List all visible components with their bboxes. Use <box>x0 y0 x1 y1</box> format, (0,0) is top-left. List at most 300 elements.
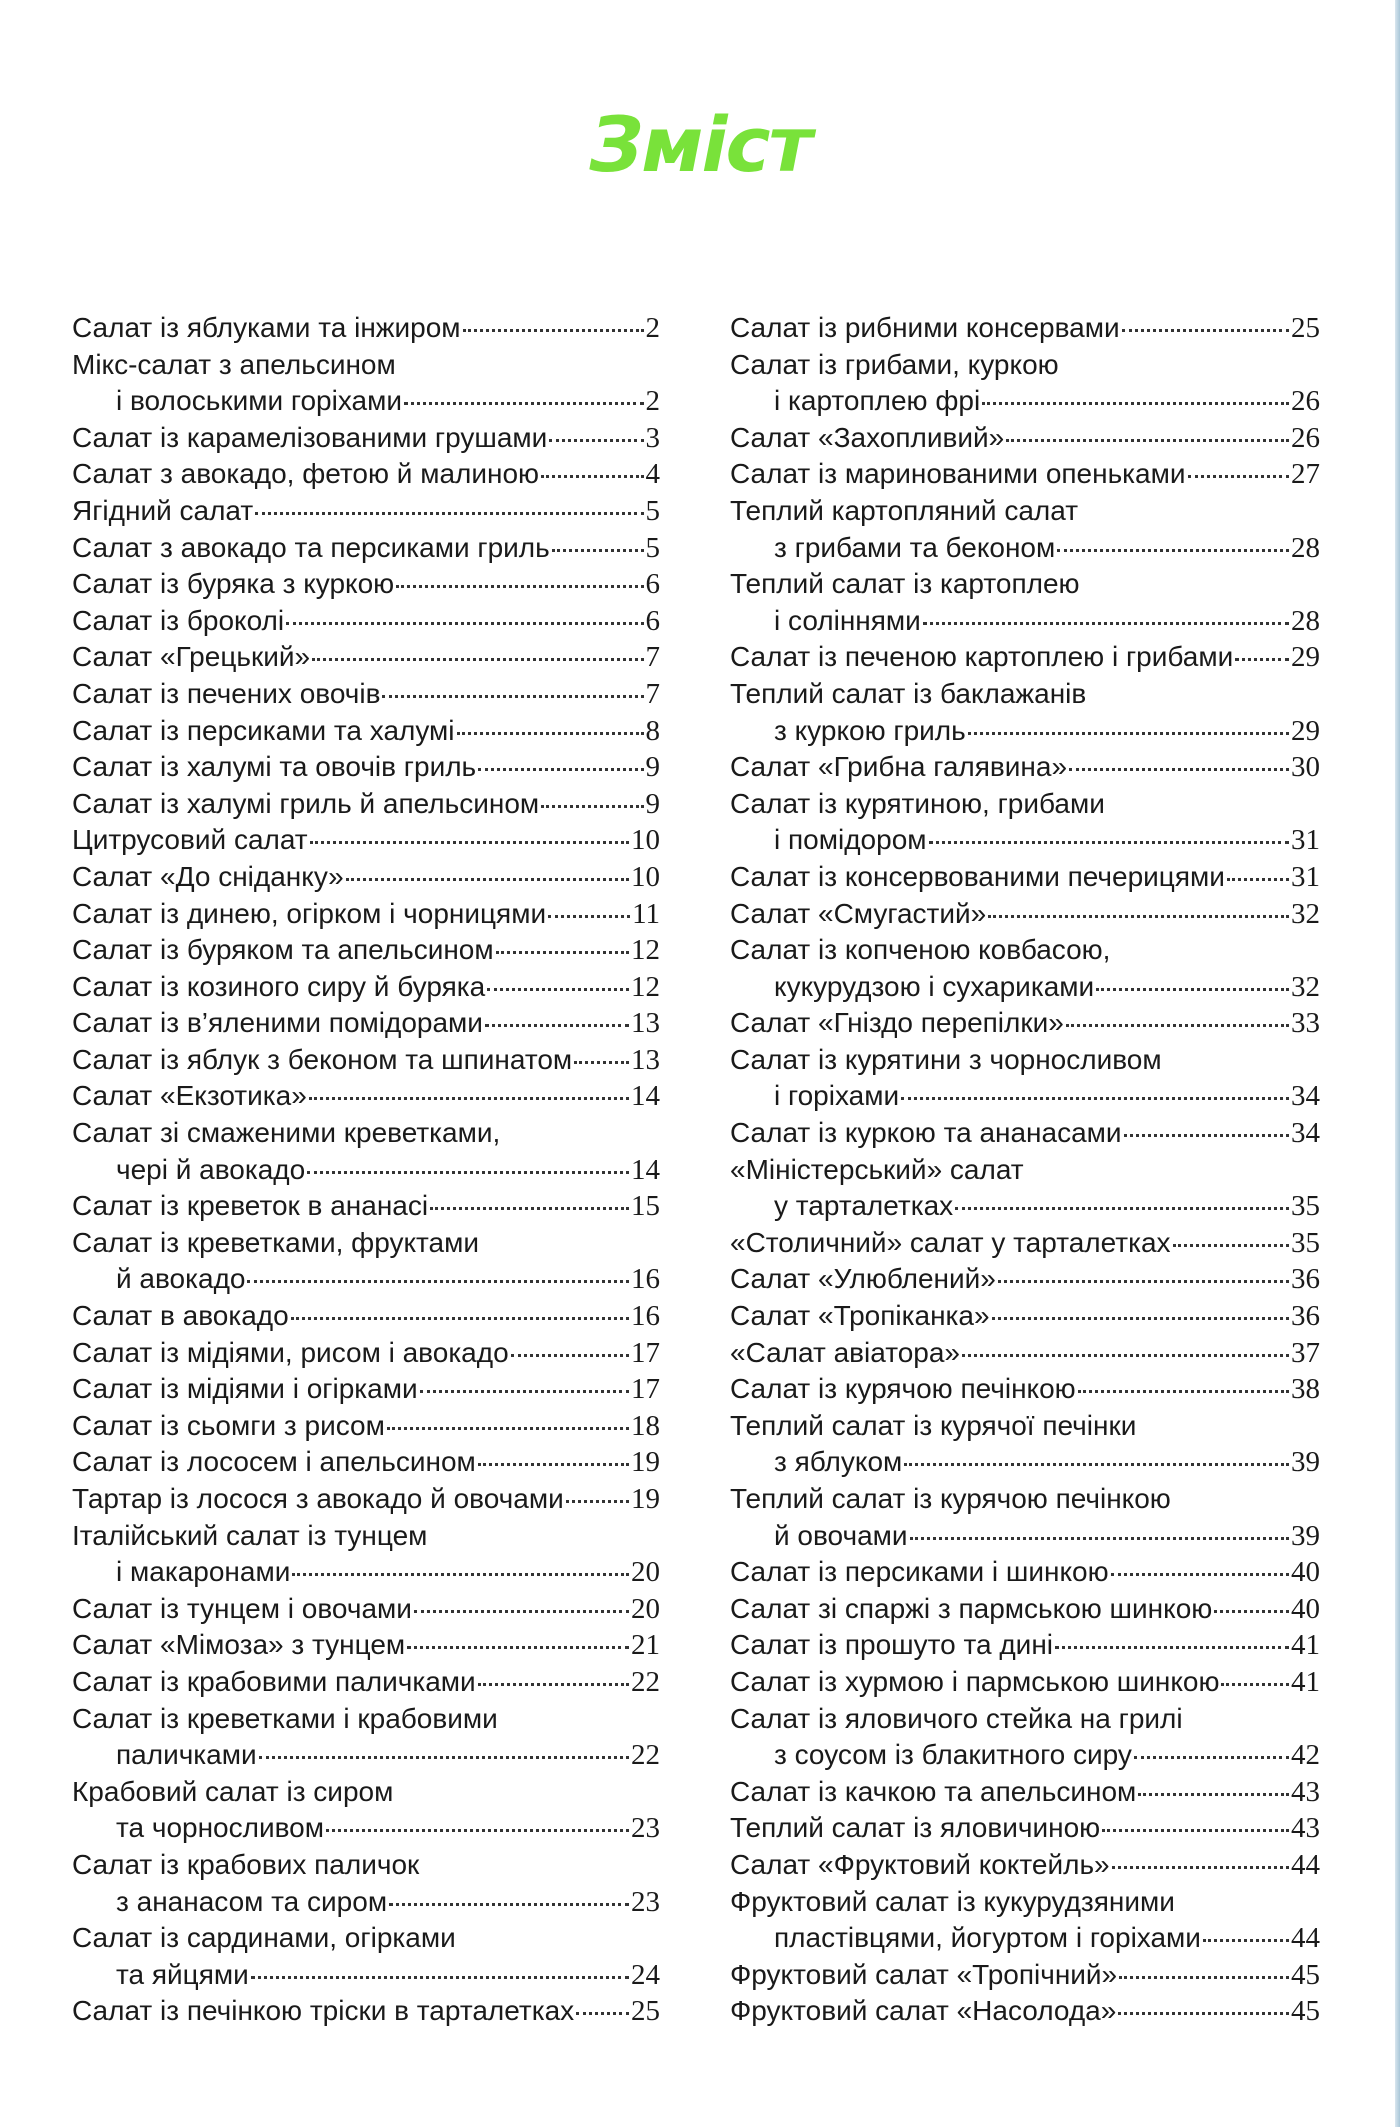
toc-dot-leader <box>485 1024 629 1027</box>
toc-entry-title: кукурудзою і сухариками <box>774 970 1095 1002</box>
toc-entry-title: Ягідний салат <box>72 494 254 526</box>
toc-entry[interactable] <box>730 1005 1320 1042</box>
toc-entry-title: Італійський салат із тунцем <box>72 1519 428 1551</box>
toc-dot-leader <box>955 1207 1289 1210</box>
toc-page-number: 16 <box>631 1263 660 1296</box>
toc-dot-leader <box>292 1573 629 1576</box>
toc-entry[interactable] <box>730 456 1320 493</box>
toc-entry-title: Цитрусовий салат <box>72 824 308 856</box>
toc-entry-title: з ананасом та сиром <box>116 1885 388 1917</box>
toc-dot-leader <box>1134 1756 1289 1759</box>
toc-entry-title: Салат «Смугастий» <box>730 897 987 929</box>
toc-entry-title: і картоплею фрі <box>774 385 981 417</box>
toc-entry[interactable] <box>730 1993 1320 2030</box>
toc-entry-title: Салат із печінкою тріски в тарталетках <box>72 1995 575 2027</box>
toc-dot-leader <box>511 1354 629 1357</box>
toc-page-number: 41 <box>1291 1629 1320 1662</box>
toc-page-number: 31 <box>1291 824 1320 857</box>
toc-entry[interactable] <box>72 1225 660 1298</box>
toc-dot-leader <box>1069 768 1289 771</box>
toc-dot-leader <box>901 1097 1289 1100</box>
toc-entry[interactable] <box>730 1591 1320 1628</box>
toc-page-number: 11 <box>632 897 660 930</box>
toc-page-number: 5 <box>645 494 660 527</box>
toc-dot-leader <box>962 1354 1289 1357</box>
toc-entry[interactable] <box>72 1774 660 1847</box>
toc-page-number: 9 <box>645 787 660 820</box>
toc-entry[interactable] <box>730 1957 1320 1994</box>
toc-dot-leader <box>988 915 1289 918</box>
toc-entry[interactable] <box>730 566 1320 639</box>
toc-page-number: 27 <box>1291 458 1320 491</box>
toc-dot-leader <box>1173 1244 1289 1247</box>
toc-entry-title: «Столичний» салат у тарталетках <box>730 1226 1171 1258</box>
toc-entry-title: Салат із хурмою і пармською шинкою <box>730 1665 1220 1697</box>
toc-entry-title: Салат із креветками, фруктами <box>72 1226 479 1258</box>
toc-entry[interactable] <box>72 1408 660 1445</box>
toc-entry-title: Салат «До сніданку» <box>72 860 344 892</box>
toc-entry-title: Салат із мідіями, рисом і авокадо <box>72 1336 509 1368</box>
toc-entry[interactable] <box>730 1664 1320 1701</box>
toc-entry-title: Теплий салат із баклажанів <box>730 677 1087 709</box>
toc-entry[interactable] <box>730 1115 1320 1152</box>
toc-dot-leader <box>286 622 643 625</box>
toc-dot-leader <box>1066 1024 1289 1027</box>
toc-dot-leader <box>923 622 1289 625</box>
toc-entry-title: Салат «Захопливий» <box>730 421 1005 453</box>
toc-entry-title: Салат із курячою печінкою <box>730 1373 1076 1405</box>
toc-page-number: 44 <box>1291 1922 1320 1955</box>
toc-entry-title: і волоськими горіхами <box>116 385 403 417</box>
toc-dot-leader <box>326 1829 629 1832</box>
toc-page-number: 37 <box>1291 1336 1320 1369</box>
toc-entry-title: Салат із грибами, куркою <box>730 348 1059 380</box>
toc-page-number: 22 <box>631 1739 660 1772</box>
toc-dot-leader <box>396 585 643 588</box>
toc-entry[interactable] <box>730 749 1320 786</box>
toc-entry[interactable] <box>730 1261 1320 1298</box>
toc-entry[interactable] <box>730 310 1320 347</box>
toc-page-number: 20 <box>631 1592 660 1625</box>
toc-dot-leader <box>1124 1134 1289 1137</box>
page-edge <box>1395 0 1400 2127</box>
toc-dot-leader <box>1119 1976 1289 1979</box>
toc-entry-title: Теплий салат із курячої печінки <box>730 1409 1137 1441</box>
toc-page-number: 25 <box>631 1995 660 2028</box>
toc-entry-title: паличками <box>116 1739 257 1771</box>
toc-dot-leader <box>1118 2012 1289 2015</box>
toc-page-number: 7 <box>645 641 660 674</box>
toc-page-number: 35 <box>1291 1190 1320 1223</box>
toc-dot-leader <box>247 1280 629 1283</box>
toc-entry-title: Салат із креветок в ананасі <box>72 1190 429 1222</box>
toc-dot-leader <box>549 439 643 442</box>
toc-entry-title: Салат із в’яленими помідорами <box>72 1007 483 1039</box>
toc-page-number: 43 <box>1291 1775 1320 1808</box>
toc-dot-leader <box>420 1390 629 1393</box>
toc-entry[interactable] <box>72 932 660 969</box>
toc-entry-title: Салат із динею, огірком і чорницями <box>72 897 547 929</box>
toc-entry-title: Салат «Мімоза» з тунцем <box>72 1629 406 1661</box>
toc-dot-leader <box>1006 439 1289 442</box>
toc-dot-leader <box>259 1756 629 1759</box>
toc-page-number: 8 <box>645 714 660 747</box>
toc-entry[interactable] <box>72 1444 660 1481</box>
toc-entry[interactable] <box>72 1115 660 1188</box>
toc-dot-leader <box>968 732 1289 735</box>
toc-entry[interactable] <box>730 639 1320 676</box>
toc-entry-title: Мікс-салат з апельсином <box>72 348 396 380</box>
toc-entry-title: Салат із куркою та ананасами <box>730 1117 1122 1149</box>
toc-entry-title: Салат в авокадо <box>72 1300 289 1332</box>
toc-entry[interactable] <box>730 1152 1320 1225</box>
toc-dot-leader <box>576 2012 629 2015</box>
toc-entry[interactable] <box>72 786 660 823</box>
toc-entry-title: та чорносливом <box>116 1812 324 1844</box>
toc-entry-title: і горіхами <box>774 1080 900 1112</box>
toc-entry[interactable] <box>730 932 1320 1005</box>
toc-entry-title: Салат із качкою та апельсином <box>730 1775 1137 1807</box>
toc-entry[interactable] <box>72 1335 660 1372</box>
toc-entry[interactable] <box>730 1884 1320 1957</box>
toc-dot-leader <box>430 1207 629 1210</box>
toc-page-number: 23 <box>631 1885 660 1918</box>
toc-entry[interactable] <box>730 1701 1320 1774</box>
toc-entry-title: Салат із курятиною, грибами <box>730 787 1105 819</box>
toc-dot-leader <box>1122 329 1289 332</box>
toc-dot-leader <box>310 841 629 844</box>
toc-entry-title: у тарталетках <box>774 1190 954 1222</box>
toc-dot-leader <box>1188 475 1289 478</box>
toc-entry-title: Салат із буряком та апельсином <box>72 934 494 966</box>
toc-page-number: 28 <box>1291 604 1320 637</box>
toc-page-number: 29 <box>1291 714 1320 747</box>
toc-entry-title: з куркою гриль <box>774 714 966 746</box>
toc-entry[interactable] <box>72 1701 660 1774</box>
toc-entry[interactable] <box>72 1847 660 1920</box>
toc-entry-title: Салат із яблуками та інжиром <box>72 312 461 343</box>
toc-entry-title: Салат із халумі та овочів гриль <box>72 751 477 783</box>
toc-entry-title: Теплий салат із яловичиною <box>730 1812 1101 1844</box>
toc-entry[interactable] <box>730 786 1320 859</box>
toc-page-number: 4 <box>645 458 660 491</box>
toc-entry-title: Салат із персиками і шинкою <box>730 1556 1109 1588</box>
toc-entry-title: «Салат авіатора» <box>730 1336 961 1368</box>
toc-entry[interactable] <box>72 676 660 713</box>
toc-dot-leader <box>387 1427 629 1430</box>
toc-entry[interactable] <box>72 749 660 786</box>
toc-entry-title: Салат із яблук з беконом та шпинатом <box>72 1043 573 1075</box>
toc-entry-title: Салат із тунцем і овочами <box>72 1592 412 1624</box>
toc-page-number: 2 <box>645 385 660 418</box>
toc-page-number: 19 <box>631 1483 660 1515</box>
toc-entry-title: з соусом із блакитного сиру <box>774 1739 1132 1771</box>
toc-entry-title: чері й авокадо <box>116 1153 306 1185</box>
toc-entry-title: Салат із прошуто та дині <box>730 1629 1053 1661</box>
toc-entry-title: Крабовий салат із сиром <box>72 1775 394 1807</box>
toc-page-number: 38 <box>1291 1373 1320 1406</box>
toc-page-number: 34 <box>1291 1080 1320 1113</box>
toc-entry-title: Салат із яловичого стейка на грилі <box>730 1702 1183 1734</box>
toc-dot-leader <box>309 1097 629 1100</box>
toc-entry-title: Салат із крабових паличок <box>72 1848 420 1880</box>
toc-page-number: 14 <box>631 1153 660 1186</box>
toc-entry-title: Салат із персиками та халумі <box>72 714 455 746</box>
toc-page-number: 22 <box>631 1665 660 1698</box>
toc-entry-title: Салат зі спаржі з пармською шинкою <box>730 1592 1213 1624</box>
toc-entry[interactable] <box>72 859 660 896</box>
toc-entry[interactable] <box>72 1481 660 1518</box>
toc-page-number: 36 <box>1291 1263 1320 1296</box>
toc-dot-leader <box>1214 1610 1289 1613</box>
toc-page-number: 6 <box>645 604 660 637</box>
toc-entry-title: Салат із копченою ковбасою, <box>730 934 1111 966</box>
toc-dot-leader <box>1235 658 1289 661</box>
toc-dot-leader <box>1102 1829 1289 1832</box>
toc-page-number: 42 <box>1291 1739 1320 1772</box>
toc-entry[interactable] <box>730 1408 1320 1481</box>
toc-entry[interactable] <box>730 1481 1320 1554</box>
toc-entry-title: і помідором <box>774 824 927 856</box>
toc-entry[interactable] <box>72 1298 660 1335</box>
toc-dot-leader <box>998 1280 1289 1283</box>
toc-entry[interactable] <box>72 310 660 347</box>
toc-entry[interactable] <box>730 676 1320 749</box>
toc-entry-title: Салат із сардинами, огірками <box>72 1922 456 1954</box>
toc-entry-title: Салат «Екзотика» <box>72 1080 307 1112</box>
toc-page-number: 40 <box>1291 1556 1320 1589</box>
toc-page-number: 7 <box>645 677 660 710</box>
toc-page-number: 6 <box>645 568 660 601</box>
toc-entry[interactable] <box>72 566 660 603</box>
toc-entry[interactable] <box>730 1554 1320 1591</box>
toc-dot-leader <box>457 732 644 735</box>
toc-page-number: 39 <box>1291 1519 1320 1552</box>
toc-page-number: 43 <box>1291 1812 1320 1845</box>
toc-entry[interactable] <box>72 1591 660 1628</box>
toc-entry[interactable] <box>730 1774 1320 1811</box>
toc-entry-title: Салат «Фруктовий коктейль» <box>730 1848 1110 1880</box>
toc-page-number: 14 <box>631 1080 660 1113</box>
toc-page-number: 13 <box>631 1043 660 1076</box>
toc-dot-leader <box>1078 1390 1289 1393</box>
toc-page-number: 29 <box>1291 641 1320 674</box>
toc-page-number: 20 <box>631 1556 660 1589</box>
toc-page-number: 28 <box>1291 531 1320 564</box>
page-title: Зміст <box>589 100 811 189</box>
toc-page-number: 41 <box>1291 1665 1320 1698</box>
toc-entry-title: Фруктовий салат із кукурудзяними <box>730 1885 1175 1917</box>
toc-entry[interactable] <box>72 603 660 640</box>
toc-entry-title: Салат із броколі <box>72 604 285 636</box>
toc-dot-leader <box>382 695 643 698</box>
toc-entry[interactable] <box>72 1078 660 1115</box>
toc-dot-leader <box>407 1646 629 1649</box>
toc-page-number: 36 <box>1291 1300 1320 1333</box>
toc-entry[interactable] <box>730 347 1320 420</box>
toc-entry[interactable] <box>72 420 660 457</box>
toc-entry-title: Теплий салат із курячою печінкою <box>730 1483 1171 1514</box>
toc-entry-title: Салат із маринованими опеньками <box>730 458 1186 490</box>
toc-entry-title: Салат «Грибна галявина» <box>730 751 1068 783</box>
toc-dot-leader <box>541 805 643 808</box>
toc-entry[interactable] <box>730 420 1320 457</box>
toc-entry-title: з яблуком <box>774 1446 903 1478</box>
toc-dot-leader <box>541 475 643 478</box>
toc-entry-title: Салат із печеною картоплею і грибами <box>730 641 1234 673</box>
toc-entry-title: пластівцями, йогуртом і горіхами <box>774 1922 1201 1954</box>
toc-entry-title: Салат із сьомги з рисом <box>72 1409 385 1441</box>
toc-entry[interactable] <box>72 969 660 1006</box>
toc-entry[interactable] <box>72 1518 660 1591</box>
toc-page-number: 15 <box>631 1190 660 1223</box>
toc-entry-title: Салат із консервованими печерицями <box>730 860 1225 892</box>
toc-entry-title: Салат із крабовими паличками <box>72 1665 476 1697</box>
toc-dot-leader <box>1112 1866 1289 1869</box>
toc-entry-title: Салат із халумі гриль й апельсином <box>72 787 540 819</box>
toc-page-number: 32 <box>1291 970 1320 1003</box>
toc-page-number: 23 <box>631 1812 660 1845</box>
toc-page-number: 19 <box>631 1446 660 1479</box>
toc-entry-title: Салат «Гніздо перепілки» <box>730 1007 1064 1039</box>
toc-dot-leader <box>251 1976 629 1979</box>
toc-entry-title: Салат із курятини з чорносливом <box>730 1043 1162 1075</box>
toc-dot-leader <box>1055 1646 1289 1649</box>
toc-entry[interactable] <box>730 1371 1320 1408</box>
toc-entry-title: Теплий картопляний салат <box>730 494 1079 526</box>
toc-dot-leader <box>552 549 644 552</box>
toc-dot-leader <box>463 329 644 332</box>
toc-dot-leader <box>1096 988 1289 991</box>
toc-entry-title: Салат із лососем і апельсином <box>72 1446 476 1478</box>
toc-page-number: 10 <box>631 824 660 857</box>
toc-page-number: 13 <box>631 1007 660 1040</box>
toc-entry-title: з грибами та беконом <box>774 531 1056 563</box>
toc-page-number: 16 <box>631 1300 660 1333</box>
toc-entry-title: та яйцями <box>116 1958 249 1990</box>
toc-entry[interactable] <box>72 1188 660 1225</box>
toc-entry-title: Салат з авокадо, фетою й малиною <box>72 458 540 490</box>
toc-entry[interactable] <box>72 456 660 493</box>
toc-entry[interactable] <box>72 1005 660 1042</box>
toc-page-number: 10 <box>631 860 660 893</box>
toc-entry-title: Салат із печених овочів <box>72 677 381 709</box>
toc-page-number: 24 <box>631 1958 660 1991</box>
toc-dot-leader <box>566 1500 629 1503</box>
toc-page-number: 35 <box>1291 1226 1320 1259</box>
toc-dot-leader <box>307 1171 629 1174</box>
toc-entry[interactable] <box>72 713 660 750</box>
toc-dot-leader <box>1221 1683 1289 1686</box>
toc-dot-leader <box>496 951 629 954</box>
toc-entry[interactable] <box>730 1847 1320 1884</box>
toc-entry[interactable] <box>72 639 660 676</box>
toc-entry-title: Фруктовий салат «Насолода» <box>730 1995 1117 2027</box>
toc-entry-title: Фруктовий салат «Тропічний» <box>730 1958 1118 1990</box>
toc-page-number: 2 <box>645 312 660 344</box>
toc-dot-leader <box>291 1317 629 1320</box>
toc-page-number: 12 <box>631 970 660 1003</box>
toc-dot-leader <box>904 1463 1289 1466</box>
toc-entry[interactable] <box>730 1225 1320 1262</box>
toc-page-number: 26 <box>1291 421 1320 454</box>
toc-page-number: 17 <box>631 1336 660 1369</box>
toc-page-number: 44 <box>1291 1848 1320 1881</box>
toc-page-number: 31 <box>1291 860 1320 893</box>
toc-entry[interactable] <box>72 822 660 859</box>
toc-entry-title: Салат «Грецький» <box>72 641 311 673</box>
toc-entry[interactable] <box>72 1371 660 1408</box>
toc-entry[interactable] <box>72 347 660 420</box>
toc-dot-leader <box>548 915 630 918</box>
toc-entry[interactable] <box>72 1920 660 1993</box>
toc-entry-title: і макаронами <box>116 1556 291 1588</box>
toc-page-number: 21 <box>631 1629 660 1662</box>
toc-dot-leader <box>982 402 1289 405</box>
toc-page-number: 45 <box>1291 1958 1320 1991</box>
toc-entry-title: й авокадо <box>116 1263 246 1295</box>
toc-column-right <box>730 310 1320 2030</box>
toc-entry[interactable] <box>730 493 1320 566</box>
toc-dot-leader <box>992 1317 1289 1320</box>
toc-entry[interactable] <box>72 1042 660 1079</box>
toc-entry-title: Салат із мідіями і огірками <box>72 1373 418 1405</box>
toc-dot-leader <box>389 1903 629 1906</box>
toc-entry-title: Салат з авокадо та персиками гриль <box>72 531 550 563</box>
toc-entry-title: Теплий салат із картоплею <box>730 568 1080 600</box>
toc-dot-leader <box>478 1683 629 1686</box>
toc-dot-leader <box>929 841 1289 844</box>
toc-entry-title: Салат із креветками і крабовими <box>72 1702 498 1734</box>
toc-entry[interactable] <box>730 1042 1320 1115</box>
toc-entry-title: Салат зі смаженими креветками, <box>72 1117 501 1149</box>
toc-entry[interactable] <box>730 1810 1320 1847</box>
toc-entry[interactable] <box>72 1993 660 2030</box>
toc-entry-title: Салат «Улюблений» <box>730 1263 996 1295</box>
toc-page-number: 33 <box>1291 1007 1320 1040</box>
toc-entry[interactable] <box>730 896 1320 933</box>
toc-entry[interactable] <box>72 530 660 567</box>
toc-entry-title: Салат із карамелізованими грушами <box>72 421 548 453</box>
toc-entry[interactable] <box>72 896 660 933</box>
toc-page-number: 32 <box>1291 897 1320 930</box>
toc-entry-title: і соліннями <box>774 604 921 636</box>
toc-page-number: 18 <box>631 1409 660 1442</box>
toc-entry[interactable] <box>72 493 660 530</box>
toc-entry-title: й овочами <box>774 1519 908 1551</box>
toc-dot-leader <box>414 1610 629 1613</box>
toc-entry[interactable] <box>730 1298 1320 1335</box>
toc-page-number: 3 <box>645 421 660 454</box>
toc-entry-title: Тартар із лосося з авокадо й овочами <box>72 1483 564 1514</box>
toc-page-number: 17 <box>631 1373 660 1406</box>
toc-dot-leader <box>1138 1793 1289 1796</box>
toc-entry-title: Салат «Тропіканка» <box>730 1300 990 1332</box>
toc-entry[interactable] <box>730 1627 1320 1664</box>
toc-page-number: 5 <box>645 531 660 564</box>
toc-entry[interactable] <box>730 859 1320 896</box>
toc-entry[interactable] <box>72 1664 660 1701</box>
toc-entry[interactable] <box>730 1335 1320 1372</box>
toc-entry[interactable] <box>72 1627 660 1664</box>
toc-dot-leader <box>404 402 643 405</box>
toc-dot-leader <box>255 512 643 515</box>
toc-dot-leader <box>910 1537 1289 1540</box>
toc-page-number: 12 <box>631 934 660 967</box>
toc-dot-leader <box>574 1061 629 1064</box>
toc-page-number: 39 <box>1291 1446 1320 1479</box>
toc-page-number: 26 <box>1291 385 1320 418</box>
